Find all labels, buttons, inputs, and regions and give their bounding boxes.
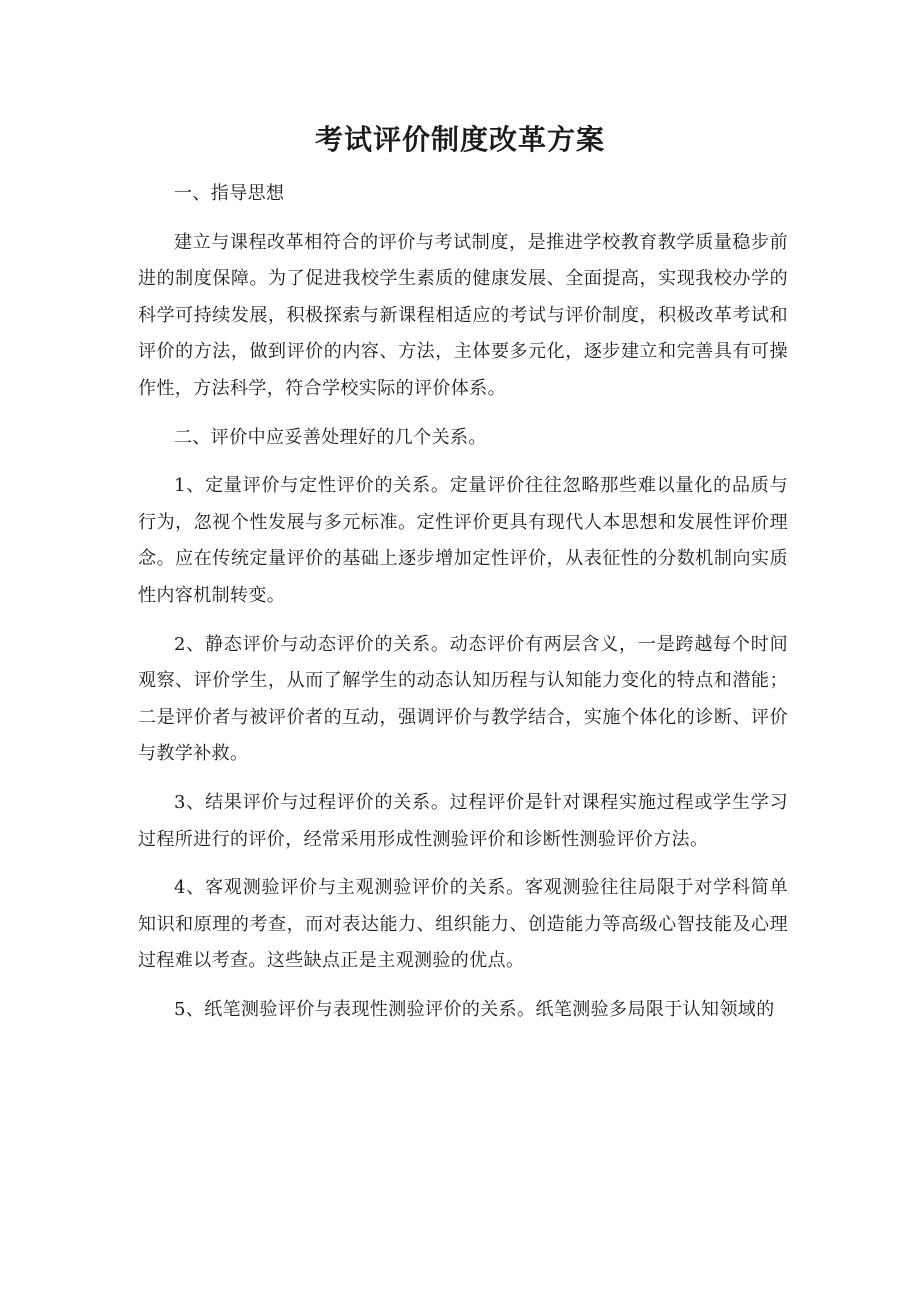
section-heading-relationships: 二、评价中应妥善处理好的几个关系。 [174, 426, 487, 448]
document-title: 考试评价制度改革方案 [314, 123, 605, 156]
section-heading-guiding-ideology: 一、指导思想 [174, 183, 285, 204]
paragraph-relationship-5: 5、纸笔测验评价与表现性测验评价的关系。纸笔测验多局限于认知领域的 [174, 998, 775, 1020]
paragraph-relationship-1: 1、定量评价与定性评价的关系。定量评价往往忽略那些难以量化的品质与行为，忽视个性发展与多元标准。定性评价更具有现代人本思想和发展性评价理念。应在传统定量评价的基础上逐步增加定性评价，从表征性的分数机制向实质性内容机制转变。 [138, 475, 788, 606]
paragraph-relationship-3: 3、结果评价与过程评价的关系。过程评价是针对课程实施过程或学生学习过程所进行的评价，经常采用形成性测验评价和诊断性测验评价方法。 [138, 791, 788, 850]
paragraph-guiding-ideology: 建立与课程改革相符合的评价与考试制度，是推进学校教育教学质量稳步前进的制度保障。为了促进我校学生素质的健康发展、全面提高，实现我校办学的科学可持续发展，积极探索与新课程相适应的考试与评价制度，积极改革考试和评价的方法，做到评价的内容、方法，主体要多元化，逐步建立和完善具有可操作性，方法科学，符合学校实际的评价体系。 [138, 231, 788, 399]
paragraph-relationship-4: 4、客观测验评价与主观测验评价的关系。客观测验往往局限于对学科简单知识和原理的考查，而对表达能力、组织能力、创造能力等高级心智技能及心理过程难以考查。这些缺点正是主观测验的优点。 [138, 877, 788, 972]
paragraph-relationship-2: 2、静态评价与动态评价的关系。动态评价有两层含义，一是跨越每个时间观察、评价学生，从而了解学生的动态认知历程与认知能力变化的特点和潜能；二是评价者与被评价者的互动，强调评价与教学结合，实施个体化的诊断、评价与教学补救。 [138, 633, 788, 765]
document-body [138, 176, 788, 1040]
